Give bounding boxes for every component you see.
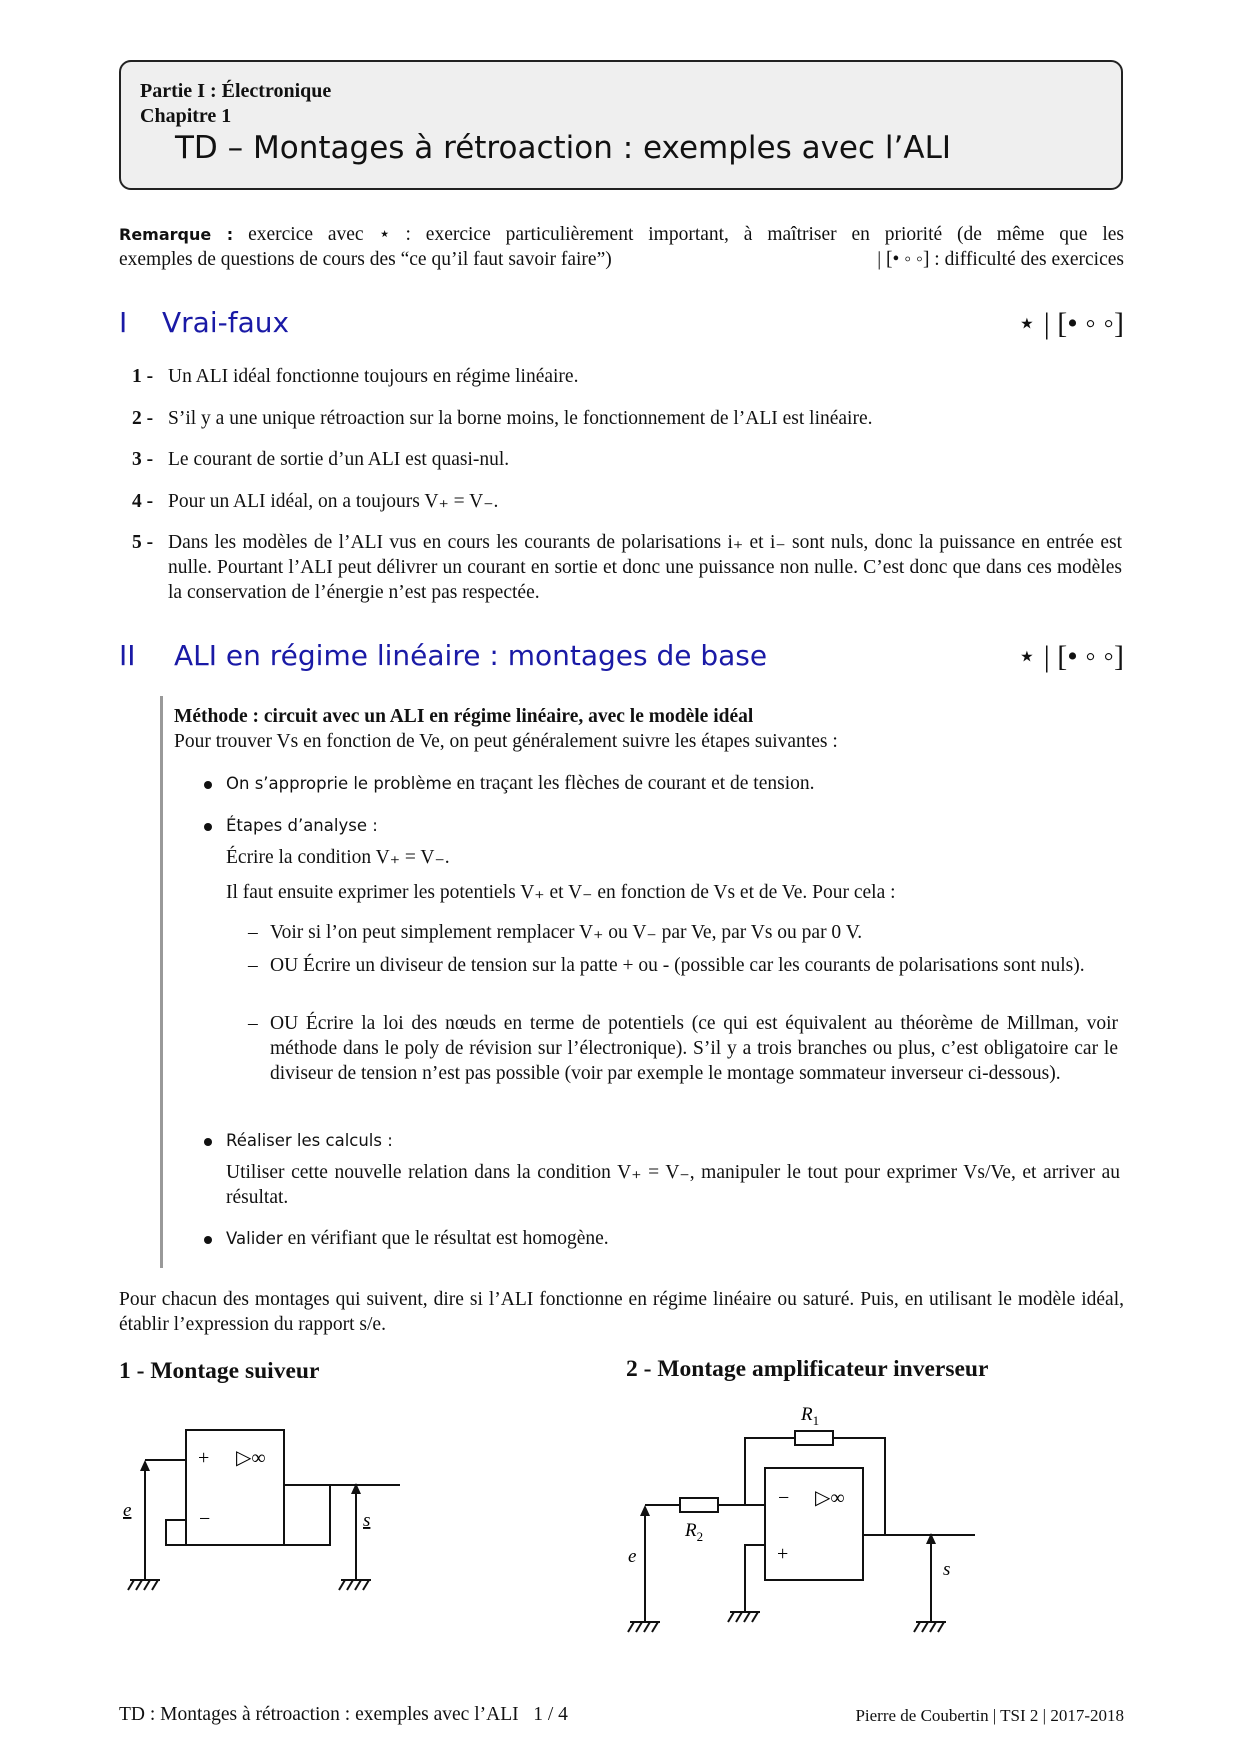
label-r2: $R_2$ (685, 1520, 704, 1544)
remarque-line1 (119, 222, 1124, 247)
vf-item-1: 1 - Un ALI idéal fonctionne toujours en régime linéaire. (132, 366, 579, 387)
aop-symbol: ▷∞ (236, 1447, 266, 1469)
plus-sign: + (198, 1447, 210, 1469)
aop-symbol: ▷∞ (815, 1487, 845, 1509)
section2-difficulty: ⋆ | [• ◦ ◦] (1017, 640, 1124, 673)
section2-title: ALI en régime linéaire : montages de base (174, 639, 768, 672)
section1-num: I (119, 306, 128, 339)
minus-sign: − (199, 1508, 211, 1530)
bullet-dot (204, 823, 212, 831)
montage2-title: 2 - Montage amplificateur inverseur (626, 1356, 989, 1382)
methode-b2-line2: Il faut ensuite exprimer les potentiels V₊ et V₋ en fonction de Vs et de Ve. Pour cela : (226, 882, 896, 903)
header-chapitre: Chapitre 1 (140, 105, 232, 127)
section1-title: Vrai-faux (162, 306, 290, 339)
vf-item-4: 4 - Pour un ALI idéal, on a toujours V₊ = V₋. (132, 491, 499, 512)
section1-heading (119, 306, 289, 339)
remarque-text2: exemples de questions de cours des “ce qu’il faut savoir faire”) (119, 249, 612, 270)
section1-difficulty: ⋆ | [• ◦ ◦] (1017, 307, 1124, 340)
methode-dash-1: – Voir si l’on peut simplement remplacer V₊ ou V₋ par Ve, par Vs ou par 0 V. (248, 922, 863, 943)
methode-bullet-2: Étapes d’analyse : (204, 815, 378, 837)
bullet-dot (204, 1236, 212, 1244)
resistor-r1 (795, 1431, 833, 1445)
methode-dash-3: – OU Écrire la loi des nœuds en terme de potentiels (ce qui est équivalent au théorème de Millman, voir méthode dans le poly de révision sur l’électronique). S’il y a trois branches ou plus, c’est obligatoire car le diviseur de tension n’est pas possible (voir par exemple le montage sommateur inverseur ci-dessous). (248, 1013, 1118, 1084)
resistor-r2 (680, 1498, 718, 1512)
label-s: s (363, 1510, 371, 1531)
methode-b2-line1: Écrire la condition V₊ = V₋. (226, 847, 450, 868)
circuit-suiveur (110, 1410, 420, 1600)
montage1-title: 1 - Montage suiveur (119, 1358, 320, 1384)
remarque-text3: | [• ◦ ◦] : difficulté des exercices (877, 249, 1124, 270)
page-title: TD – Montages à rétroaction : exemples avec l’ALI (175, 130, 951, 166)
methode-intro: Pour trouver Vs en fonction de Ve, on peut généralement suivre les étapes suivantes : (174, 731, 838, 752)
plus-sign: + (777, 1543, 789, 1565)
instructions: Pour chacun des montages qui suivent, dire si l’ALI fonctionne en régime linéaire ou saturé. Puis, en utilisant le modèle idéal, établir l’expression du rapport s/e. (119, 1289, 1124, 1335)
remarque-line2 (119, 247, 1124, 272)
page-number: 1 / 4 (533, 1704, 568, 1725)
vf-item-3: 3 - Le courant de sortie d’un ALI est quasi-nul. (132, 449, 510, 470)
remarque-text1: exercice avec ⋆ : exercice particulièrement important, à maîtriser en priorité (de même que les (248, 224, 1124, 245)
methode-bullet-4: Valider en vérifiant que le résultat est homogène. (204, 1228, 609, 1250)
methode-dash-2: – OU Écrire un diviseur de tension sur la patte + ou - (possible car les courants de polarisations sont nuls). (248, 955, 1085, 976)
bullet-dot (204, 1138, 212, 1146)
methode-b3-text: Utiliser cette nouvelle relation dans la condition V₊ = V₋, manipuler le tout pour exprimer Vs/Ve, et arriver au résultat. (226, 1162, 1120, 1208)
label-e: e (123, 1500, 132, 1521)
label-e: e (628, 1546, 637, 1567)
section2-heading (119, 639, 767, 672)
methode-bullet-1: On s’approprie le problème en traçant les flèches de courant et de tension. (204, 773, 815, 795)
label-r1: $R_1$ (801, 1404, 820, 1428)
section2-num: II (119, 639, 136, 672)
label-s: s (943, 1559, 951, 1580)
footer-left: TD : Montages à rétroaction : exemples avec l’ALI 1 / 4 (119, 1704, 568, 1725)
bullet-dot (204, 781, 212, 789)
methode-title: Méthode : circuit avec un ALI en régime linéaire, avec le modèle idéal (174, 706, 754, 727)
vf-item-2: 2 - S’il y a une unique rétroaction sur la borne moins, le fonctionnement de l’ALI est linéaire. (132, 408, 873, 429)
vf-item-5: 5 - Dans les modèles de l’ALI vus en cours les courants de polarisations i₊ et i₋ sont nuls, donc la puissance en entrée est nulle. Pourtant l’ALI peut délivrer un courant en sortie et donc une puissance non nulle. C’est donc que dans ces modèles la conservation de l’énergie n’est pas respectée. (132, 532, 1122, 603)
circuit-inverseur (620, 1400, 1000, 1640)
methode-bullet-3: Réaliser les calculs : (204, 1130, 393, 1152)
remarque-label: Remarque : (119, 225, 234, 244)
footer-right: Pierre de Coubertin | TSI 2 | 2017-2018 (855, 1706, 1124, 1725)
minus-sign: − (778, 1487, 790, 1509)
header-partie: Partie I : Électronique (140, 80, 332, 102)
